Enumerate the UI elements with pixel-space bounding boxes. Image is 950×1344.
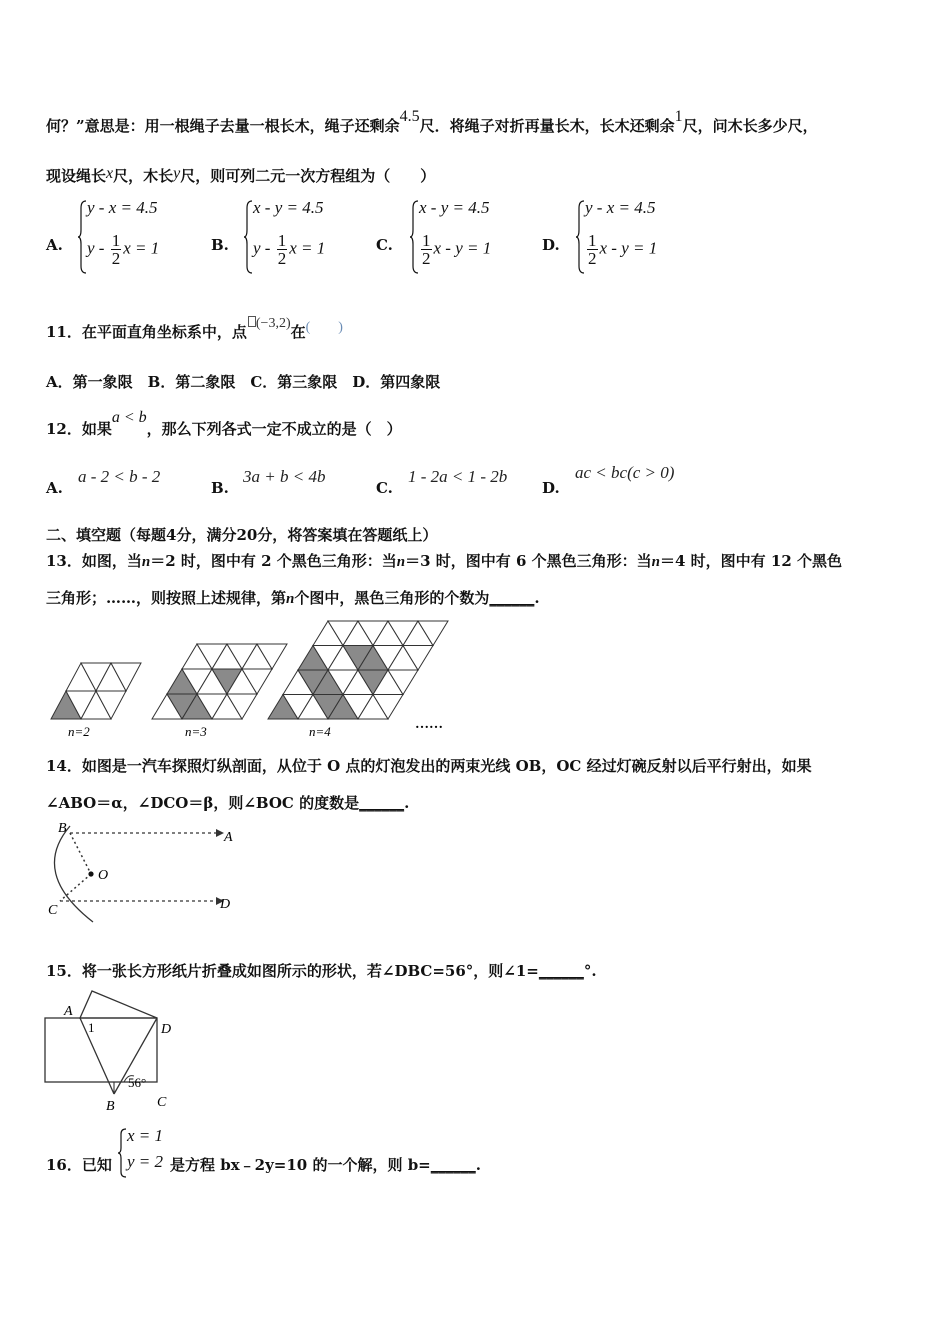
- ray-ob: [70, 833, 91, 874]
- q13-line-1: 13．如图，当n＝2 时，图中有 2 个黑色三角形：当n＝3 时，图中有 6 个黑色三角形：当n＝4 时，图中有 12 个黑色: [46, 552, 842, 570]
- q10-option-b-label[interactable]: B.: [211, 236, 229, 254]
- figure-n2: [51, 663, 141, 719]
- svg-text:C: C: [157, 1095, 167, 1110]
- label-n2: n=2: [68, 724, 90, 739]
- condition: a < b: [111, 409, 147, 426]
- q11-stem: 11．在平面直角坐标系中，点 (−3,2)在( ): [46, 316, 343, 341]
- label-n4: n=4: [309, 724, 331, 739]
- q10-option-a-system[interactable]: y - x = 4.5 y - $\frac{1}{2}$ x = 1: [78, 200, 198, 275]
- fraction: $\frac{1}{2}$: [111, 231, 121, 268]
- q15-folded-rectangle-figure: [42, 988, 182, 1113]
- q12-option-c-label[interactable]: C.: [376, 479, 393, 497]
- svg-text:D: D: [161, 1022, 172, 1037]
- q12-option-d-expr[interactable]: ac < bc(c > 0): [575, 463, 675, 482]
- q10-line-1: 何？”意思是：用一根绳子去量一根长木，绳子还剩余4.5尺．将绳子对折再量长木，长木还剩余1尺，问木长多少尺，: [46, 108, 818, 135]
- q12-option-a-expr[interactable]: a - 2 < b - 2: [78, 467, 161, 486]
- q14-line-2: ∠ABO＝α，∠DCO＝β，则∠BOC 的度数是______.: [46, 794, 410, 812]
- q15-line: 15．将一张长方形纸片折叠成如图所示的形状，若∠DBC=56°，则∠1=______°.: [46, 962, 597, 980]
- svg-text:B: B: [106, 1099, 115, 1113]
- q14-line-1: 14．如图是一汽车探照灯纵剖面，从位于 O 点的灯泡发出的两束光线 OB，OC 经过灯碗反射以后平行射出，如果: [46, 757, 812, 775]
- svg-text:A: A: [64, 1004, 73, 1019]
- point-o: [88, 871, 93, 876]
- section-2-heading: 二、填空题（每题4分，满分20分，将答案填在答题纸上）: [46, 526, 438, 544]
- folded-flap: [80, 991, 157, 1018]
- svg-text:A: A: [224, 830, 233, 845]
- svg-text:B: B: [58, 821, 67, 836]
- q10-option-b-system[interactable]: x - y = 4.5 y - $\frac{1}{2}$ x = 1: [244, 200, 364, 275]
- answer-blank[interactable]: ______: [430, 1156, 476, 1174]
- svg-text:D: D: [220, 897, 231, 912]
- q16-stem: 16．已知: [46, 1156, 112, 1174]
- q12-option-c-expr[interactable]: 1 - 2a < 1 - 2b: [408, 467, 508, 486]
- point-glyph-icon: [248, 316, 256, 327]
- var-y: y: [173, 165, 181, 182]
- point-coordinates: (−3,2): [255, 316, 291, 331]
- fraction: $\frac{1}{2}$: [277, 231, 287, 268]
- answer-blank[interactable]: ______: [489, 589, 535, 607]
- ray-oc: [60, 874, 91, 901]
- answer-paren: ( ): [305, 320, 343, 335]
- q10-option-c-system[interactable]: x - y = 4.5 $\frac{1}{2}$ x - y = 1: [410, 200, 530, 275]
- value-1: 1: [674, 108, 683, 125]
- answer-blank[interactable]: ______: [538, 962, 584, 980]
- fraction: $\frac{1}{2}$: [422, 231, 431, 268]
- figure-n4: [268, 621, 448, 719]
- q12-option-b-expr[interactable]: 3a + b < 4b: [243, 467, 326, 486]
- q10-option-a-label[interactable]: A.: [46, 236, 63, 254]
- q12-option-d-label[interactable]: D.: [542, 479, 560, 497]
- figure-n3: [152, 644, 287, 719]
- var-x: x: [106, 165, 114, 182]
- q10-option-d-system[interactable]: y - x = 4.5 $\frac{1}{2}$ x - y = 1: [576, 200, 696, 275]
- q10-option-c-label[interactable]: C.: [376, 236, 393, 254]
- svg-text:56°: 56°: [128, 1075, 147, 1090]
- ellipsis: ……: [415, 717, 443, 732]
- svg-text:O: O: [98, 868, 109, 883]
- svg-text:C: C: [48, 903, 58, 918]
- q14-headlight-figure: [38, 818, 238, 928]
- reflector-curve: [54, 826, 93, 922]
- answer-blank[interactable]: ______: [359, 794, 405, 812]
- q12-option-a-label[interactable]: A.: [46, 479, 63, 497]
- q13-line-2: 三角形；……，则按照上述规律，第n个图中，黑色三角形的个数为______.: [46, 589, 540, 607]
- q10-option-d-label[interactable]: D.: [542, 236, 560, 254]
- svg-text:1: 1: [88, 1020, 95, 1035]
- q11-options[interactable]: A．第一象限 B．第二象限 C．第三象限 D．第四象限: [46, 373, 441, 391]
- arrow-a-icon: [216, 829, 224, 837]
- fraction: $\frac{1}{2}$: [588, 231, 597, 268]
- q16-tail: 是方程 bx﹣2y=10 的一个解，则 b=______.: [170, 1156, 481, 1174]
- label-n3: n=3: [185, 724, 207, 739]
- value-4-5: 4.5: [399, 108, 420, 125]
- q10-line-2: 现设绳长x尺，木长y尺，则可列二元一次方程组为（ ）: [46, 165, 436, 185]
- rectangle: [45, 1018, 157, 1082]
- q16-system: x = 1 y = 2: [118, 1128, 178, 1178]
- q12-option-b-label[interactable]: B.: [211, 479, 229, 497]
- q13-triangle-figure: [46, 618, 466, 743]
- q12-stem: 12．如果a < b，那么下列各式一定不成立的是（ ）: [46, 409, 402, 438]
